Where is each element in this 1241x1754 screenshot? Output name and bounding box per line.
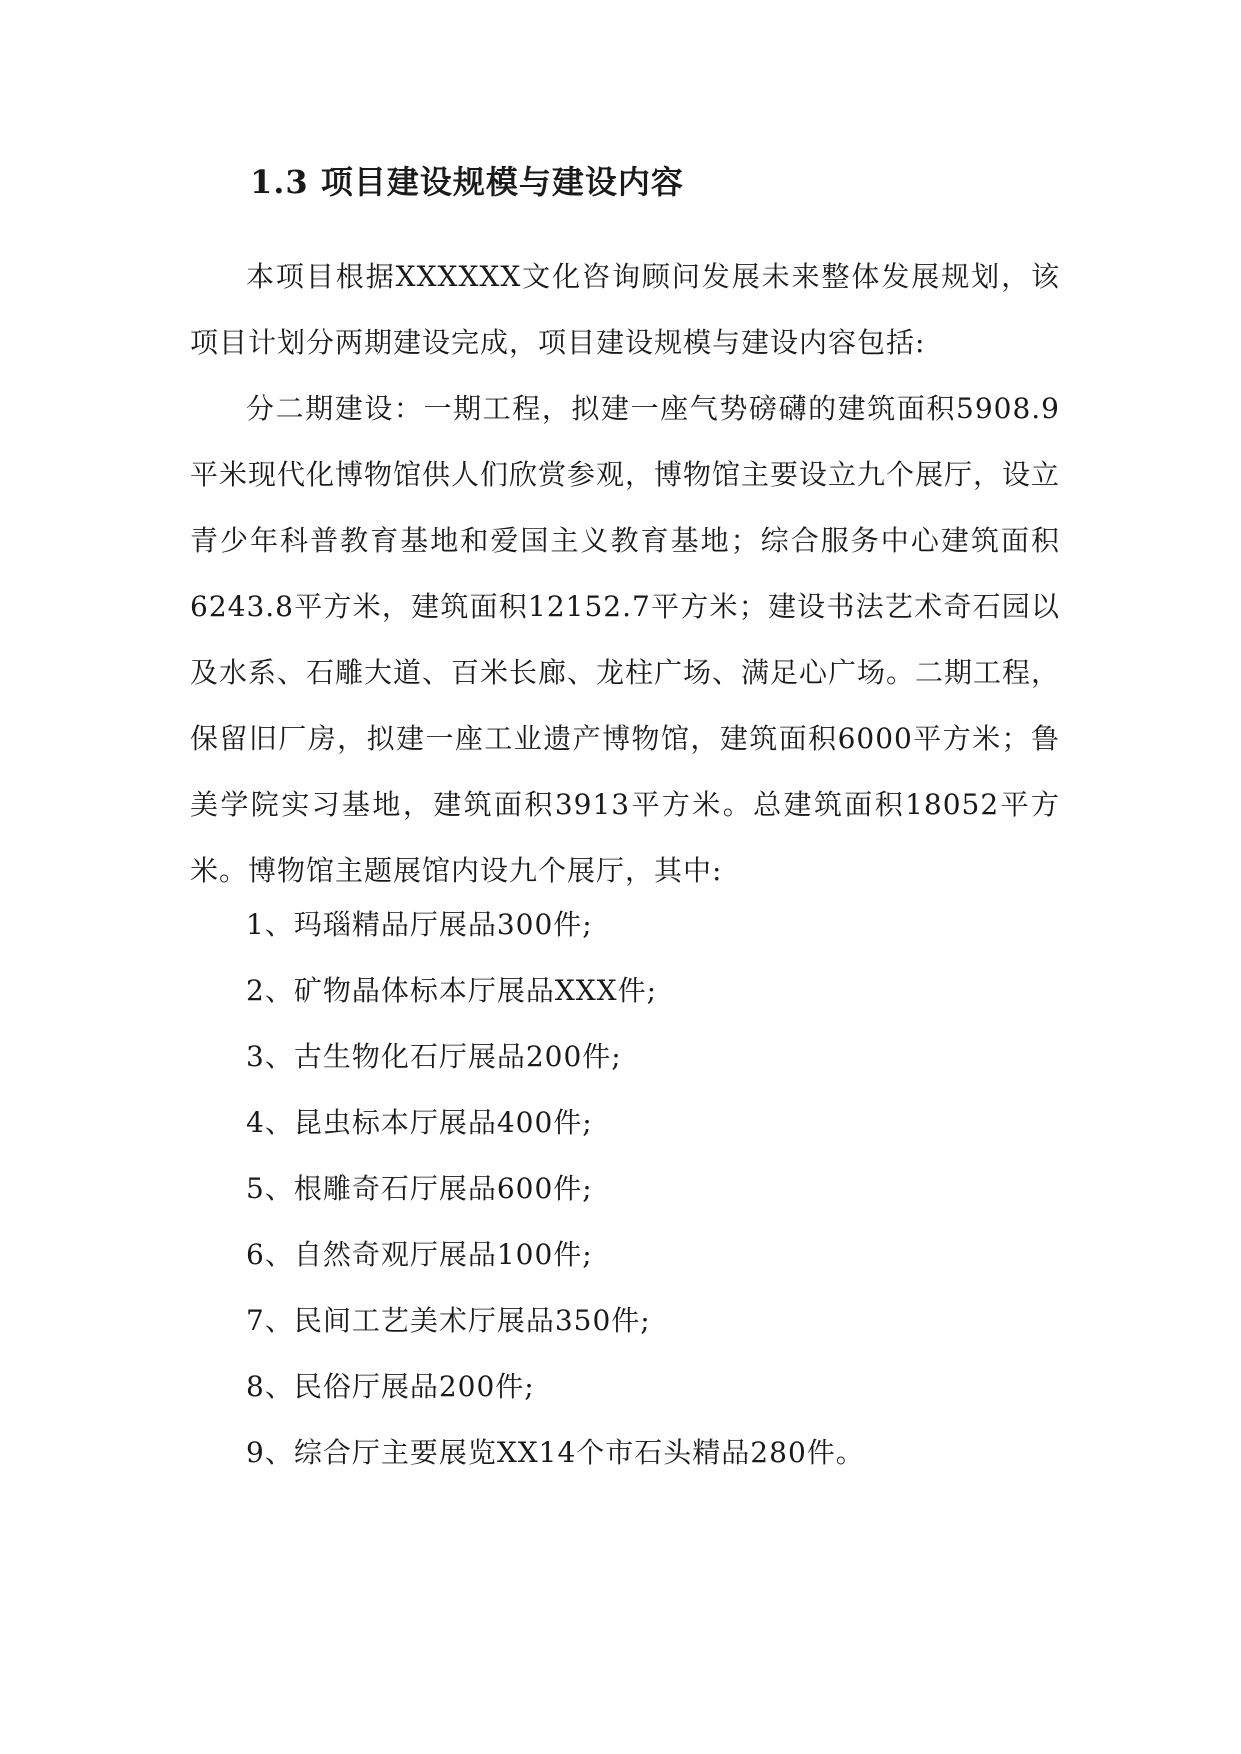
list-item-hall-7: 7、民间工艺美术厅展品350件; [246, 1304, 651, 1337]
list-item-hall-9: 9、综合厅主要展览XX14个市石头精品280件。 [246, 1436, 865, 1469]
list-item-hall-6: 6、自然奇观厅展品100件; [246, 1238, 593, 1271]
exhibition-hall-list [246, 892, 865, 1486]
list-item-hall-3: 3、古生物化石厅展品200件; [246, 1040, 622, 1073]
list-item-hall-1: 1、玛瑙精品厅展品300件; [246, 908, 593, 941]
construction-phases-paragraph: 分二期建设：一期工程，拟建一座气势磅礴的建筑面积5908.9平米现代化博物馆供人们欣赏参观，博物馆主要设立九个展厅，设立青少年科普教育基地和爱国主义教育基地；综合服务中心建筑面积6243.8平方米，建筑面积12152.7平方米；建设书法艺术奇石园以及水系、石雕大道、百米长廊、龙柱广场、满足心广场。二期工程，保留旧厂房，拟建一座工业遗产博物馆，建筑面积6000平方米；鲁美学院实习基地，建筑面积3913平方米。总建筑面积18052平方米。博物馆主题展馆内设九个展厅，其中: [190, 392, 1061, 887]
list-item-hall-5: 5、根雕奇石厅展品600件; [246, 1172, 593, 1205]
list-item-hall-2: 2、矿物晶体标本厅展品XXX件; [246, 974, 658, 1007]
section-heading: 1.3 项目建设规模与建设内容 [250, 163, 684, 201]
intro-paragraph: 本项目根据XXXXXX文化咨询顾问发展未来整体发展规划，该项目计划分两期建设完成，项目建设规模与建设内容包括: [190, 260, 1060, 359]
list-item-hall-8: 8、民俗厅展品200件; [246, 1370, 535, 1403]
list-item-hall-4: 4、昆虫标本厅展品400件; [246, 1106, 593, 1139]
